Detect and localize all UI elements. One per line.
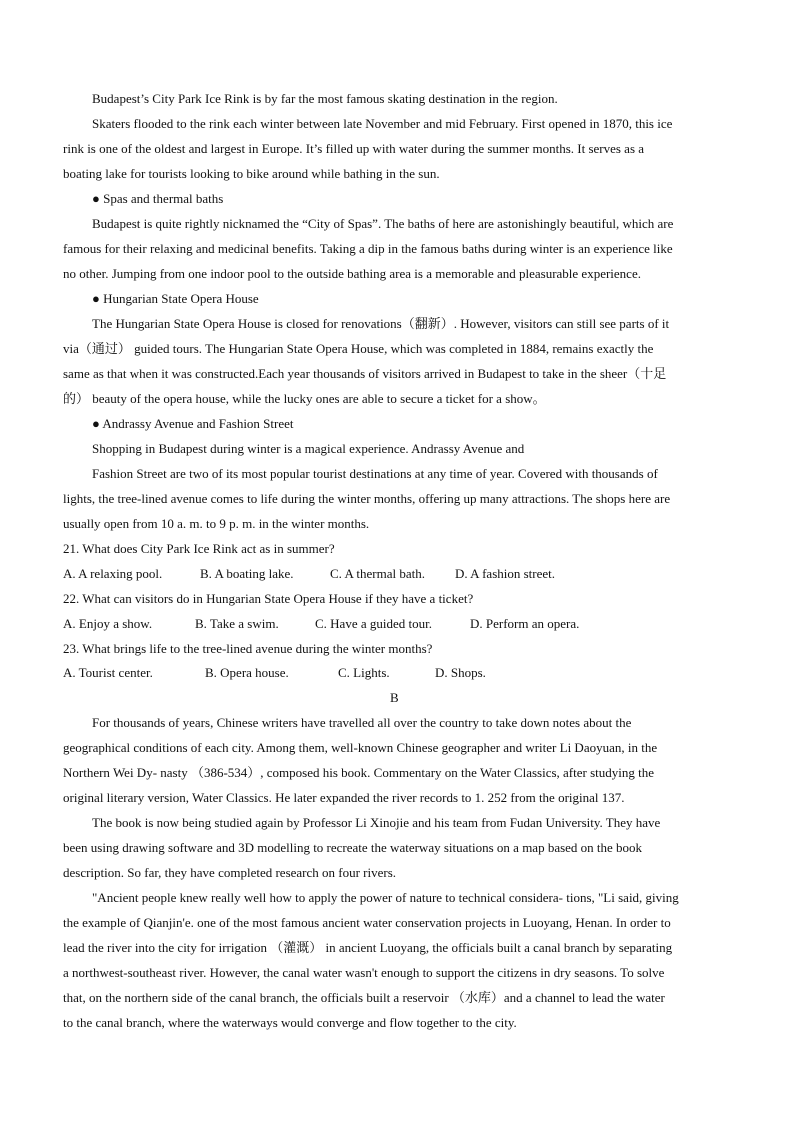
question-22-stem: 22. What can visitors do in Hungarian State Opera House if they have a ticket?	[63, 591, 474, 606]
option-c: C. Have a guided tour.	[315, 616, 432, 631]
paragraph-line: lights, the tree-lined avenue comes to life during the winter months, offering up many attractions. The shops here are	[63, 491, 671, 506]
paragraph-line: 的） beauty of the opera house, while the lucky ones are able to secure a ticket for a show。	[63, 391, 546, 406]
paragraph-line: boating lake for tourists looking to bike around while bathing in the sun.	[63, 166, 440, 181]
paragraph-line: geographical conditions of each city. Among them, well-known Chinese geographer and writer Li Daoyuan, in the	[63, 740, 658, 755]
option-a: A. Enjoy a show.	[63, 616, 153, 631]
paragraph-line: the example of Qianjin'e. one of the most famous ancient water conservation projects in Luoyang, Henan. In order to	[63, 915, 671, 930]
paragraph-line: The book is now being studied again by Professor Li Xinojie and his team from Fudan University. They have	[92, 815, 661, 830]
paragraph-line: via（通过） guided tours. The Hungarian State Opera House, which was completed in 1884, remains exactly the	[63, 341, 654, 356]
paragraph-line: description. So far, they have completed research on four rivers.	[63, 865, 397, 880]
option-b: B. Opera house.	[205, 665, 289, 680]
paragraph-line: lead the river into the city for irrigation （灌溉） in ancient Luoyang, the officials built a canal branch by separating	[63, 940, 673, 955]
paragraph-line: Fashion Street are two of its most popular tourist destinations at any time of year. Covered with thousands of	[92, 466, 658, 481]
paragraph-line: a northwest-southeast river. However, the canal water wasn't enough to support the citizens in dry seasons. To solve	[63, 965, 665, 980]
section-heading-opera: ● Hungarian State Opera House	[92, 291, 259, 306]
paragraph-line: Budapest is quite rightly nicknamed the “City of Spas”. The baths of here are astonishingly beautiful, which are	[92, 216, 674, 231]
question-21-options	[0, 566, 794, 582]
paragraph-line: original literary version, Water Classics. He later expanded the river records to 1. 252 from the original 137.	[63, 790, 625, 805]
option-c: C. A thermal bath.	[330, 566, 425, 581]
question-23-options	[0, 665, 794, 681]
question-22-options	[0, 616, 794, 632]
section-heading-andrassy: ● Andrassy Avenue and Fashion Street	[92, 416, 294, 431]
paragraph-line: Northern Wei Dy- nasty （386-534）, composed his book. Commentary on the Water Classics, after studying the	[63, 765, 654, 780]
paragraph-line: For thousands of years, Chinese writers have travelled all over the country to take down notes about the	[92, 715, 632, 730]
paragraph-line: Shopping in Budapest during winter is a magical experience. Andrassy Avenue and	[92, 441, 525, 456]
question-21-stem: 21. What does City Park Ice Rink act as in summer?	[63, 541, 335, 556]
option-a: A. Tourist center.	[63, 665, 153, 680]
option-d: D. A fashion street.	[455, 566, 556, 581]
question-23-stem: 23. What brings life to the tree-lined avenue during the winter months?	[63, 641, 433, 656]
passage-b-heading: B	[390, 690, 399, 705]
passage-a-intro: Budapest’s City Park Ice Rink is by far the most famous skating destination in the region.	[92, 91, 558, 106]
paragraph-line: that, on the northern side of the canal branch, the officials built a reservoir （水库）and a channel to lead the water	[63, 990, 665, 1005]
option-b: B. A boating lake.	[200, 566, 294, 581]
paragraph-line: Skaters flooded to the rink each winter between late November and mid February. First opened in 1870, this ice	[92, 116, 673, 131]
paragraph-line: to the canal branch, where the waterways would converge and flow together to the city.	[63, 1015, 517, 1030]
paragraph-line: "Ancient people knew really well how to apply the power of nature to technical considera- tions, "Li said, giving	[92, 890, 679, 905]
paragraph-line: same as that when it was constructed.Each year thousands of visitors arrived in Budapest to take in the sheer（十足	[63, 366, 667, 381]
option-c: C. Lights.	[338, 665, 390, 680]
option-d: D. Shops.	[435, 665, 486, 680]
paragraph-line: The Hungarian State Opera House is closed for renovations（翻新）. However, visitors can still see parts of it	[92, 316, 670, 331]
paragraph-line: rink is one of the oldest and largest in Europe. It’s filled up with water during the summer months. It serves as a	[63, 141, 645, 156]
paragraph-line: usually open from 10 a. m. to 9 p. m. in the winter months.	[63, 516, 370, 531]
option-a: A. A relaxing pool.	[63, 566, 163, 581]
section-heading-spas: ● Spas and thermal baths	[92, 191, 224, 206]
option-b: B. Take a swim.	[195, 616, 279, 631]
paragraph-line: been using drawing software and 3D modelling to recreate the waterway situations on a map based on the book	[63, 840, 643, 855]
paragraph-line: no other. Jumping from one indoor pool to the outside bathing area is a memorable and pleasurable experience.	[63, 266, 641, 281]
paragraph-line: famous for their relaxing and medicinal benefits. Taking a dip in the famous baths during winter is an experience like	[63, 241, 673, 256]
option-d: D. Perform an opera.	[470, 616, 580, 631]
